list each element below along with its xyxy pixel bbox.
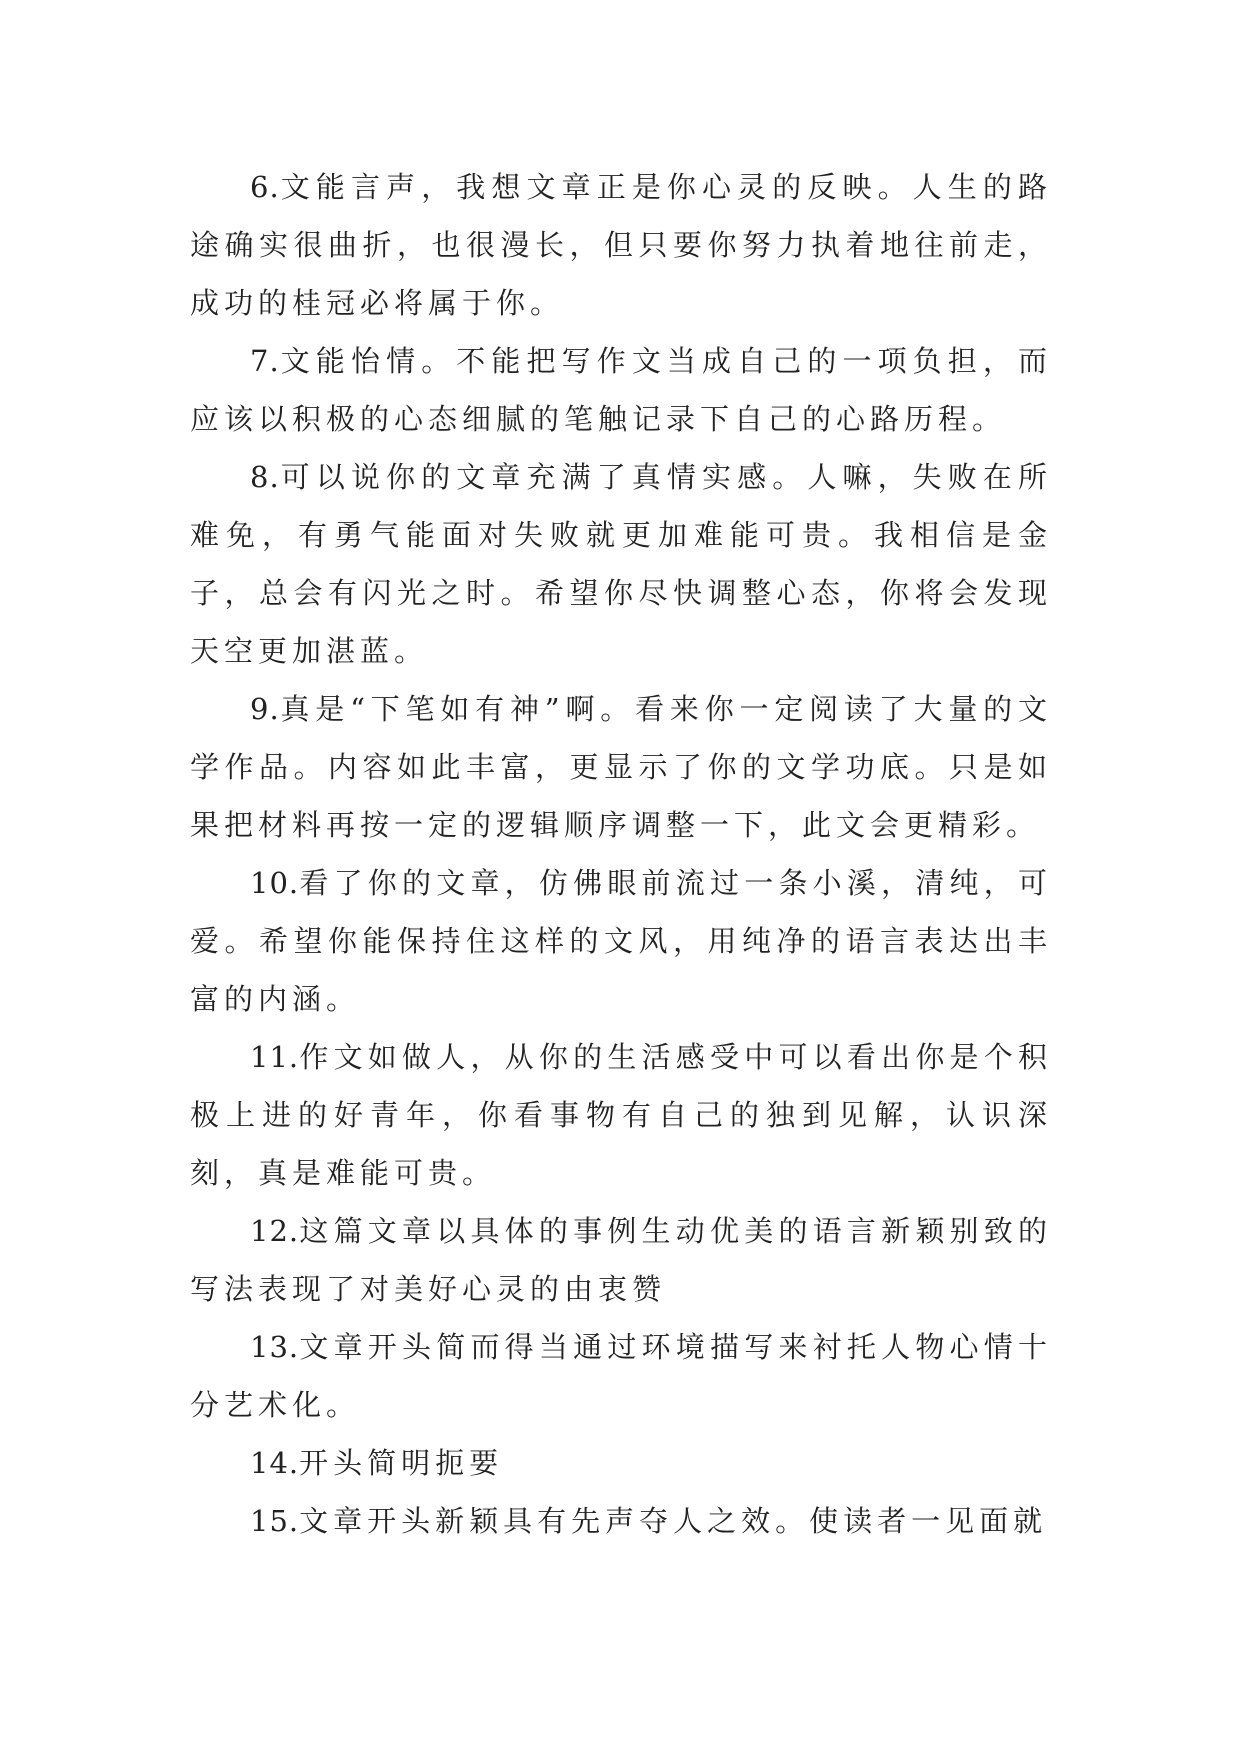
paragraph-number: 10. [250, 866, 300, 900]
paragraph-text: 文章开头新颖具有先声夺人之效。使读者一见面就 [299, 1504, 1048, 1538]
paragraph-text: 可以说你的文章充满了真情实感。人嘛，失败在所难免，有勇气能面对失败就更加难能可贵。我相信是金子，总会有闪光之时。希望你尽快调整心态，你将会发现天空更加湛蓝。 [190, 460, 1052, 668]
paragraph-9 [190, 680, 1052, 854]
paragraph-text: 文能怡情。不能把写作文当成自己的一项负担，而应该以积极的心态细腻的笔触记录下自己的心路历程。 [190, 344, 1052, 436]
paragraph-10 [190, 854, 1052, 1028]
paragraph-text: 这篇文章以具体的事例生动优美的语言新颖别致的写法表现了对美好心灵的由衷赞 [190, 1214, 1052, 1306]
paragraph-11 [190, 1028, 1052, 1202]
paragraph-number: 12. [250, 1214, 300, 1248]
paragraph-15 [190, 1492, 1052, 1550]
paragraph-7 [190, 332, 1052, 448]
paragraph-text: 文章开头简而得当通过环境描写来衬托人物心情十分艺术化。 [190, 1330, 1052, 1422]
paragraph-text: 文能言声，我想文章正是你心灵的反映。人生的路途确实很曲折，也很漫长，但只要你努力执着地往前走，成功的桂冠必将属于你。 [190, 170, 1052, 320]
paragraph-number: 14. [250, 1446, 300, 1480]
paragraph-number: 7. [250, 344, 280, 378]
paragraph-text: 开头简明扼要 [299, 1446, 504, 1480]
paragraph-number: 6. [250, 170, 280, 204]
paragraph-number: 15. [250, 1504, 300, 1538]
paragraph-text: 真是“下笔如有神”啊。看来你一定阅读了大量的文学作品。内容如此丰富，更显示了你的文学功底。只是如果把材料再按一定的逻辑顺序调整一下，此文会更精彩。 [190, 692, 1052, 842]
paragraph-number: 13. [250, 1330, 300, 1364]
paragraph-text: 作文如做人，从你的生活感受中可以看出你是个积极上进的好青年，你看事物有自己的独到见解，认识深刻，真是难能可贵。 [190, 1040, 1052, 1190]
paragraph-number: 9. [250, 692, 280, 726]
paragraph-14 [190, 1434, 1052, 1492]
paragraph-text: 看了你的文章，仿佛眼前流过一条小溪，清纯，可爱。希望你能保持住这样的文风，用纯净的语言表达出丰富的内涵。 [190, 866, 1052, 1016]
paragraph-6 [190, 158, 1052, 332]
document-body [190, 158, 1052, 1550]
paragraph-13 [190, 1318, 1052, 1434]
paragraph-number: 8. [250, 460, 280, 494]
paragraph-8 [190, 448, 1052, 680]
paragraph-12 [190, 1202, 1052, 1318]
paragraph-number: 11. [250, 1040, 300, 1074]
